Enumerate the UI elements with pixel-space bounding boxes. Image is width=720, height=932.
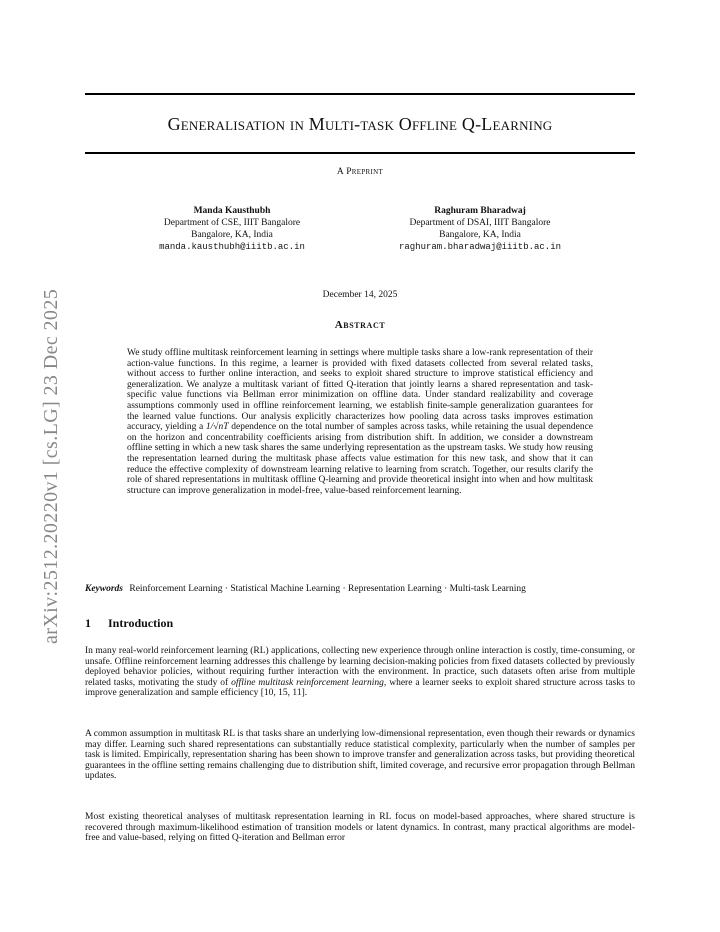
abstract-text-part1: We study offline multitask reinforcement learning in settings where multiple tasks share a low-rank representation of their action-value functions. In this regime, a learner is provided with fixed datasets collected from several related tasks, without access to further online interaction, and seeks to exploit shared structure to improve statistical efficiency and generalization. We analyze a multitask variant of fitted Q-iteration that jointly learns a shared representation and task-specific value functions via Bellman error minimization on offline data. Under standard realizability and coverage assumptions commonly used in offline reinforcement learning, we establish finite-sample generalization guarantees for the learned value functions. Our analysis explicitly characterizes how pooling data across tasks improves estimation accuracy, yielding a	[127, 348, 593, 433]
author-name: Manda Kausthubh	[193, 206, 271, 216]
author-department: Department of CSE, IIIT Bangalore	[163, 218, 301, 228]
abstract-math: 1/√nT	[205, 422, 229, 433]
keywords	[85, 584, 645, 594]
abstract-text-part2: dependence on the total number of samples across tasks, while retaining the usual dependence on the horizon and concentrability coefficients arising from distribution shift. In addition, we consider a downstream offline setting in which a new task shares the same underlying representation as the upstream tasks. We study how reusing the representation learned during the multitask phase affects value estimation for this new task, and show that it can reduce the effective complexity of downstream learning relative to learning from scratch. Together, our results clarify the role of shared representations in multitask offline Q-learning and provide theoretical insight into when and how multitask structure can improve generalization in model-free, value-based reinforcement learning.	[127, 422, 594, 496]
paper-date: December 14, 2025	[322, 290, 398, 300]
arxiv-identifier: arXiv:2512.20220v1 [cs.LG] 23 Dec 2025	[40, 288, 62, 644]
title-bottom-rule	[85, 152, 635, 154]
section-number: 1	[85, 616, 91, 630]
title-top-rule	[85, 93, 635, 95]
author-block-1	[112, 205, 352, 253]
preprint-label: A Preprint	[336, 167, 384, 177]
intro-paragraph-1	[85, 646, 635, 699]
keywords-list: Reinforcement Learning · Statistical Machine Learning · Representation Learning · Multi-task Learning	[129, 584, 526, 594]
author-name: Raghuram Bharadwaj	[434, 206, 526, 216]
intro-paragraph-3: Most existing theoretical analyses of multitask representation learning in RL focus on model-based approaches, where shared structure is recovered through maximum-likelihood estimation of transition models or latent dynamics. In contrast, many practical algorithms are model-free and value-based, relying on fitted Q-iteration and Bellman error	[85, 812, 635, 844]
author-location: Bangalore, KA, India	[191, 230, 273, 240]
author-block-2	[360, 205, 600, 253]
author-location: Bangalore, KA, India	[439, 230, 521, 240]
abstract-text	[127, 348, 593, 496]
p1-text-part2: , where a learner seeks to exploit shared structure across tasks to improve generalization and sample efficiency [10, 15, 11].	[85, 677, 635, 699]
paper-title: Generalisation in Multi-task Offline Q-Learning	[167, 114, 553, 134]
abstract-heading: Abstract	[334, 319, 386, 331]
intro-paragraph-2: A common assumption in multitask RL is that tasks share an underlying low-dimensional representation, even though their rewards or dynamics may differ. Learning such shared representations can substantially reduce statistical complexity, particularly when the number of samples per task is limited. Empirically, representation sharing has been shown to improve transfer and generalization across tasks, but providing theoretical guarantees in the offline setting remains challenging due to distribution shift, limited coverage, and recursive error propagation through Bellman updates.	[85, 729, 635, 782]
section-heading	[85, 616, 173, 631]
author-email[interactable]: manda.kausthubh@iiitb.ac.in	[159, 242, 305, 252]
p1-emphasis: offline multitask reinforcement learning	[231, 677, 384, 688]
author-email[interactable]: raghuram.bharadwaj@iiitb.ac.in	[398, 242, 562, 252]
p1-text-part1: In many real-world reinforcement learning (RL) applications, collecting new experience through online interaction is costly, time-consuming, or unsafe. Offline reinforcement learning addresses this challenge by learning decision-making policies from fixed datasets collected by previously deployed behavior policies, without requiring further interaction with the environment. In practice, such datasets often arise from multiple related tasks, motivating the study of	[85, 646, 635, 688]
keywords-label: Keywords	[85, 584, 123, 594]
author-department: Department of DSAI, IIIT Bangalore	[409, 218, 551, 228]
section-title: Introduction	[108, 616, 174, 630]
